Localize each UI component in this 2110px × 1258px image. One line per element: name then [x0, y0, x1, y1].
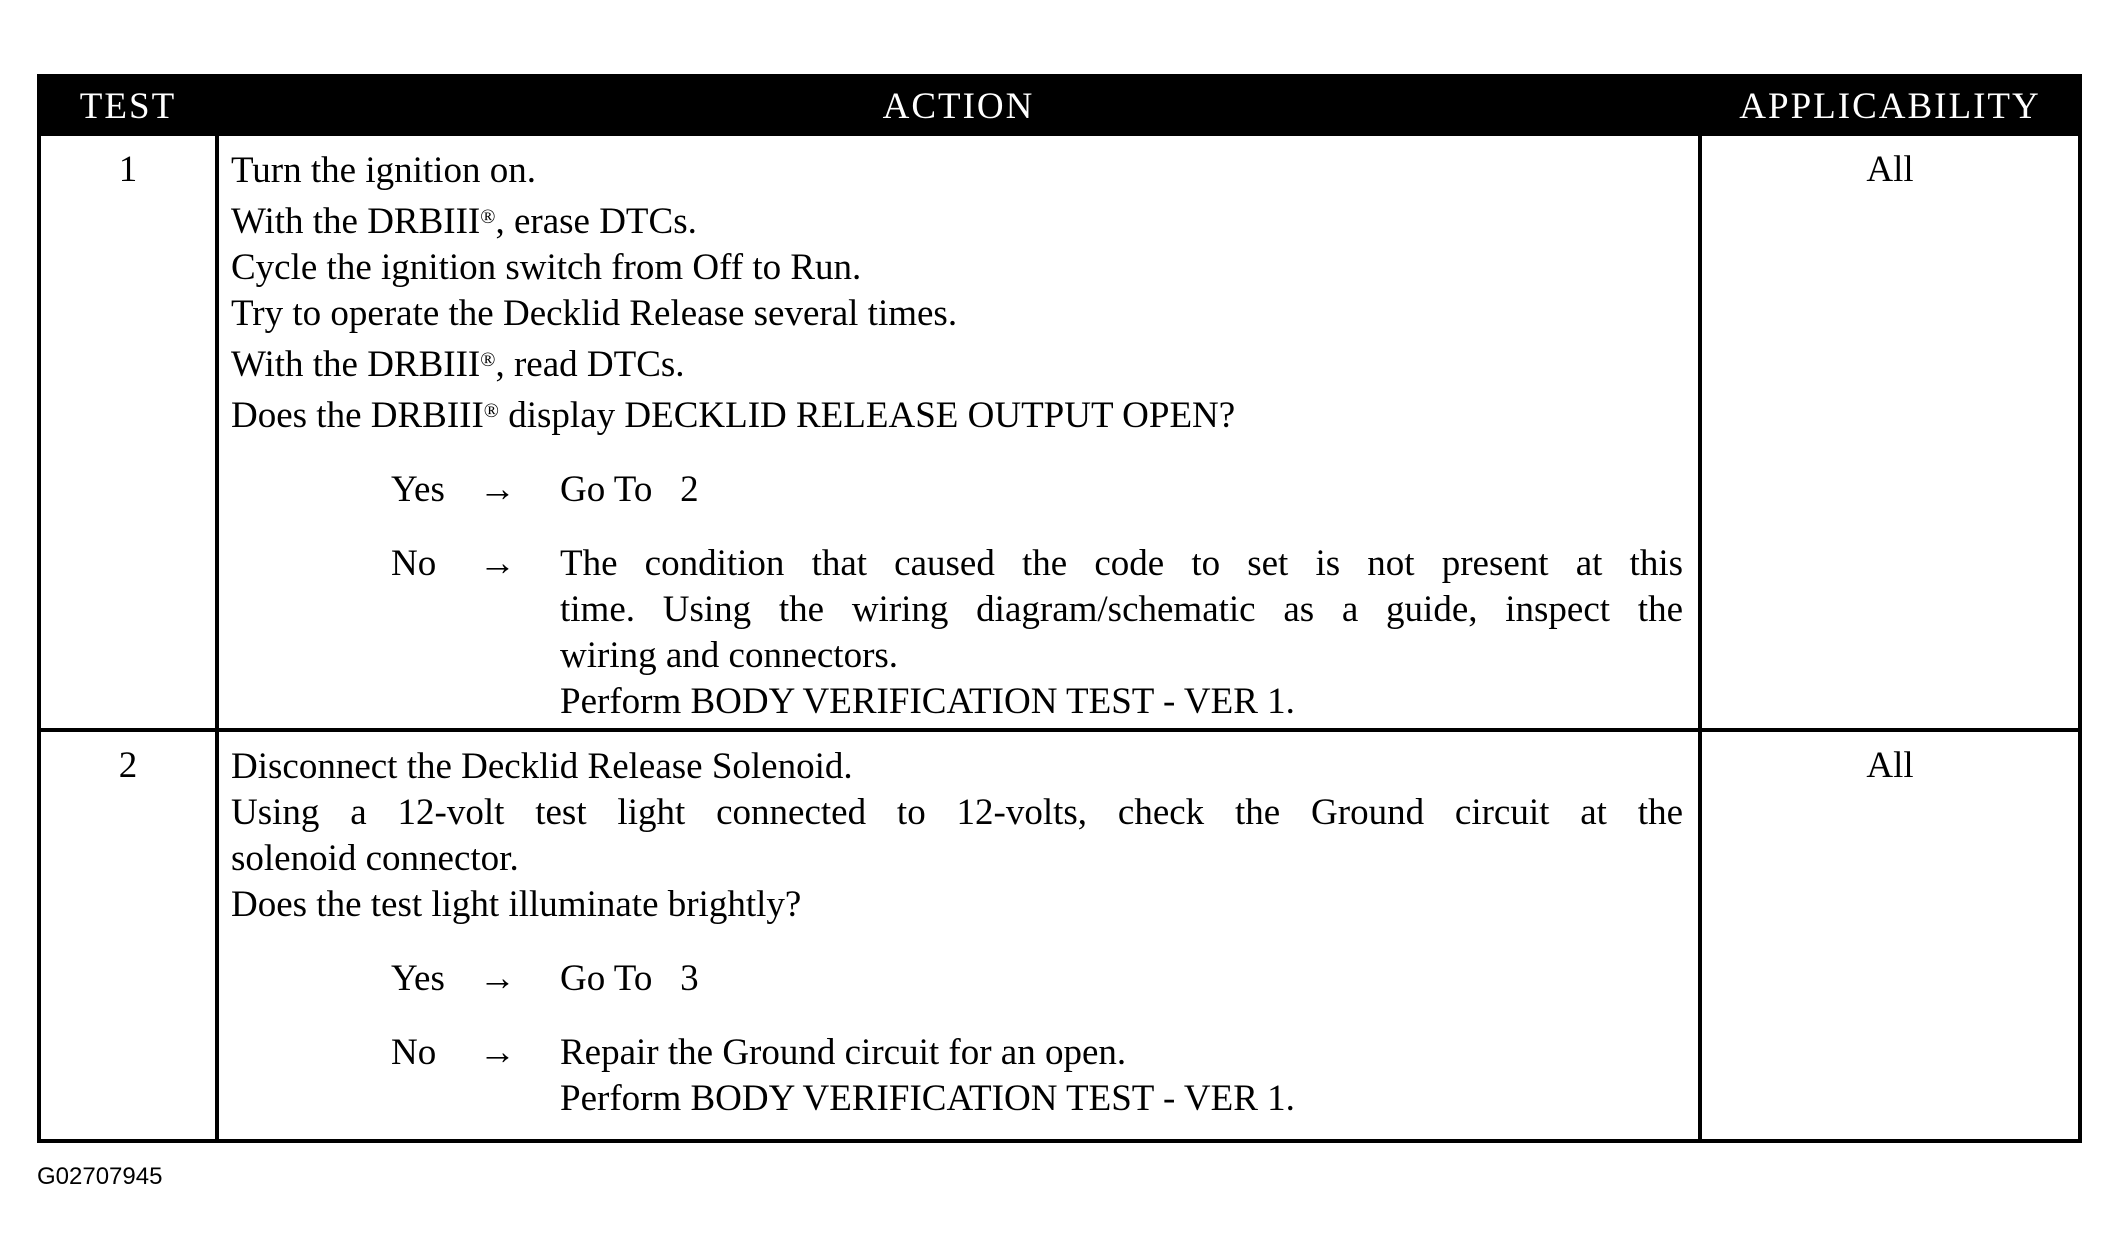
applicability-value: All [1866, 149, 1914, 190]
result-line: Go To 2 [560, 469, 699, 510]
action-line: solenoid connector. [231, 838, 519, 879]
action-line: Does the DRBIII® display DECKLID RELEASE OUTPUT OPEN? [231, 395, 1236, 436]
result-line: Perform BODY VERIFICATION TEST - VER 1. [560, 1078, 1295, 1119]
action-cell [231, 148, 1683, 725]
arrow-icon: → [479, 543, 516, 584]
action-line: With the DRBIII®, read DTCs. [231, 344, 685, 385]
header-test: TEST [79, 86, 177, 127]
result-label: Yes [391, 469, 445, 510]
arrow-icon: → [479, 958, 516, 999]
action-line: Turn the ignition on. [231, 150, 536, 191]
action-line: Does the test light illuminate brightly? [231, 884, 802, 925]
result-no [231, 541, 1683, 725]
result-line: Go To 3 [560, 958, 699, 999]
result-no [231, 1030, 1683, 1122]
result-text [560, 1030, 1683, 1122]
result-line: wiring and connectors. [560, 635, 899, 676]
result-label: No [391, 1032, 437, 1073]
action-line: Disconnect the Decklid Release Solenoid. [231, 746, 853, 787]
table-row [41, 136, 2078, 732]
figure-code: G02707945 [37, 1163, 163, 1190]
arrow-icon: → [479, 469, 516, 510]
result-text [560, 467, 1683, 513]
header-applicability: APPLICABILITY [1739, 86, 2041, 127]
action-line: With the DRBIII®, erase DTCs. [231, 201, 697, 242]
action-cell [231, 744, 1683, 1122]
table-header [41, 78, 2078, 136]
result-text [560, 541, 1683, 725]
result-line: Perform BODY VERIFICATION TEST - VER 1. [560, 681, 1295, 722]
procedure-table [37, 74, 2082, 1143]
result-line: The condition that caused the code to set is not present at this [560, 543, 1683, 584]
test-number: 2 [118, 745, 138, 786]
result-yes [231, 956, 1683, 1002]
result-line: Repair the Ground circuit for an open. [560, 1032, 1127, 1073]
result-line: time. Using the wiring diagram/schematic as a guide, inspect the [560, 589, 1683, 630]
arrow-icon: → [479, 1032, 516, 1073]
header-action: ACTION [882, 86, 1035, 127]
result-text [560, 956, 1683, 1002]
applicability-value: All [1866, 745, 1914, 786]
test-number: 1 [118, 149, 138, 190]
action-line: Cycle the ignition switch from Off to Run. [231, 247, 862, 288]
result-label: Yes [391, 958, 445, 999]
action-line: Using a 12-volt test light connected to 12-volts, check the Ground circuit at the [231, 792, 1683, 833]
table-row [41, 732, 2078, 1139]
action-line: Try to operate the Decklid Release several times. [231, 293, 958, 334]
result-yes [231, 467, 1683, 513]
result-label: No [391, 543, 437, 584]
